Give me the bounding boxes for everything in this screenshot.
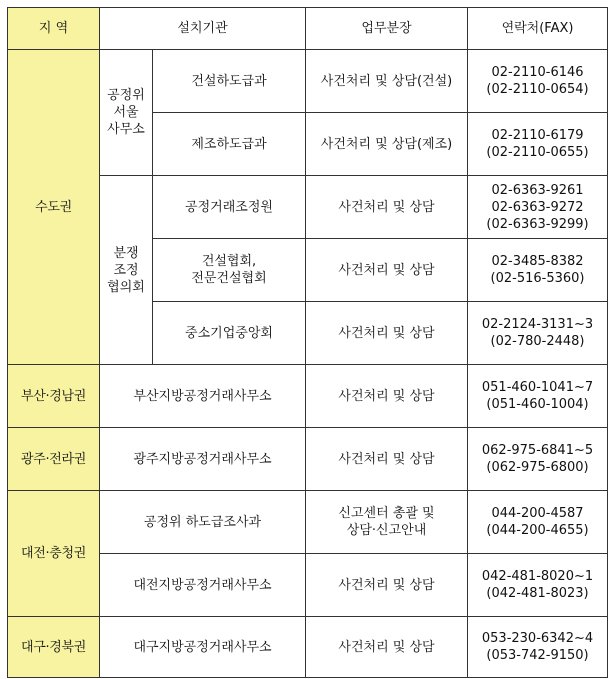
duty-cell: 신고센터 총괄 및 상담·신고안내 bbox=[306, 491, 468, 554]
org-cell: 대구지방공정거래사무소 bbox=[100, 617, 306, 678]
header-row bbox=[8, 8, 608, 50]
duty-cell: 사건처리 및 상담 bbox=[306, 428, 468, 491]
table-row bbox=[8, 50, 608, 113]
duty-cell: 사건처리 및 상담 bbox=[306, 554, 468, 617]
org-cell: 대전지방공정거래사무소 bbox=[100, 554, 306, 617]
duty-cell: 사건처리 및 상담 bbox=[306, 239, 468, 302]
org-cell: 광주지방공정거래사무소 bbox=[100, 428, 306, 491]
contact-cell: 02-2110-6179 (02-2110-0655) bbox=[468, 113, 608, 176]
org-cell: 부산지방공정거래사무소 bbox=[100, 365, 306, 428]
region-header: 지 역 bbox=[8, 8, 100, 50]
org-cell: 건설협회, 전문건설협회 bbox=[153, 239, 306, 302]
duty-cell: 사건처리 및 상담 bbox=[306, 176, 468, 239]
region-gwangju: 광주·전라권 bbox=[8, 428, 100, 491]
org-cell: 중소기업중앙회 bbox=[153, 302, 306, 365]
region-sudo: 수도권 bbox=[8, 50, 100, 365]
duty-cell: 사건처리 및 상담(제조) bbox=[306, 113, 468, 176]
contact-cell: 02-2110-6146 (02-2110-0654) bbox=[468, 50, 608, 113]
contact-cell: 062-975-6841~5 (062-975-6800) bbox=[468, 428, 608, 491]
group-seoul-office: 공정위 서울 사무소 bbox=[100, 50, 153, 176]
org-cell: 공정위 하도급조사과 bbox=[100, 491, 306, 554]
duty-cell: 사건처리 및 상담(건설) bbox=[306, 50, 468, 113]
table-row bbox=[8, 428, 608, 491]
region-busan: 부산·경남권 bbox=[8, 365, 100, 428]
org-cell: 공정거래조정원 bbox=[153, 176, 306, 239]
table-row bbox=[8, 617, 608, 678]
contact-cell: 042-481-8020~1 (042-481-8023) bbox=[468, 554, 608, 617]
region-daejeon: 대전·충청권 bbox=[8, 491, 100, 617]
duty-cell: 사건처리 및 상담 bbox=[306, 617, 468, 678]
duty-header: 업무분장 bbox=[306, 8, 468, 50]
table-row bbox=[8, 491, 608, 554]
contact-table bbox=[7, 7, 608, 678]
table-row bbox=[8, 365, 608, 428]
contact-cell: 053-230-6342~4 (053-742-9150) bbox=[468, 617, 608, 678]
contact-cell: 051-460-1041~7 (051-460-1004) bbox=[468, 365, 608, 428]
org-cell: 제조하도급과 bbox=[153, 113, 306, 176]
contact-cell: 044-200-4587 (044-200-4655) bbox=[468, 491, 608, 554]
agency-header: 설치기관 bbox=[100, 8, 306, 50]
duty-cell: 사건처리 및 상담 bbox=[306, 365, 468, 428]
duty-cell: 사건처리 및 상담 bbox=[306, 302, 468, 365]
org-cell: 건설하도급과 bbox=[153, 50, 306, 113]
contact-header: 연락처(FAX) bbox=[468, 8, 608, 50]
region-daegu: 대구·경북권 bbox=[8, 617, 100, 678]
contact-cell: 02-3485-8382 (02-516-5360) bbox=[468, 239, 608, 302]
group-dispute-council: 분쟁 조정 협의회 bbox=[100, 176, 153, 365]
contact-cell: 02-6363-9261 02-6363-9272 (02-6363-9299) bbox=[468, 176, 608, 239]
contact-cell: 02-2124-3131~3 (02-780-2448) bbox=[468, 302, 608, 365]
